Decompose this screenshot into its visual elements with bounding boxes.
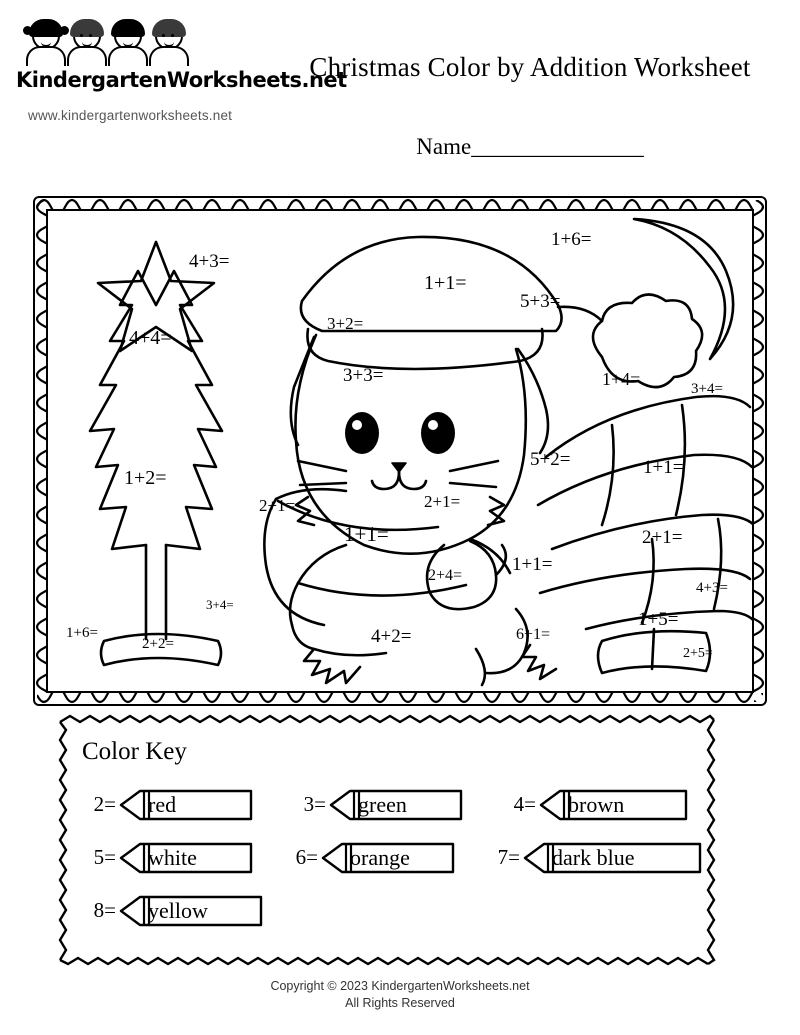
frame-scallop-left	[33, 200, 46, 702]
equation: 4+4=	[129, 327, 172, 349]
logo-child-1-icon	[24, 22, 68, 66]
logo-child-2-icon	[65, 22, 109, 66]
crayon-icon	[320, 840, 455, 876]
color-key-item	[82, 840, 284, 876]
crayon-color-name: dark blue	[552, 844, 635, 870]
equation: 1+1=	[512, 554, 553, 575]
equation: 3+4=	[206, 597, 234, 612]
color-key-number: 3=	[303, 792, 326, 816]
color-key-panel	[56, 714, 718, 968]
equation: 3+3=	[343, 365, 384, 386]
equation: 2+1=	[259, 496, 296, 515]
frame-scallop-right	[754, 200, 767, 702]
color-key-number: 4=	[513, 792, 536, 816]
equation: 1+6=	[66, 625, 98, 641]
color-key-number: 8=	[93, 898, 116, 922]
equation: 5+3=	[520, 291, 561, 312]
logo-children-illustration	[24, 20, 234, 66]
page-footer	[0, 978, 800, 1012]
page-title: Christmas Color by Addition Worksheet	[309, 52, 751, 82]
logo-child-4-icon	[147, 22, 191, 66]
crayon-color-name: brown	[568, 791, 625, 817]
equation: 2+1=	[424, 492, 461, 511]
equation: 4+2=	[371, 626, 412, 647]
logo-website-url: www.kindergartenworksheets.net	[28, 108, 233, 123]
equation: 1+1=	[344, 522, 389, 546]
logo-child-3-icon	[106, 22, 150, 66]
crayon-icon	[328, 787, 463, 823]
equation: 1+4=	[602, 369, 641, 389]
color-key-item	[292, 787, 502, 823]
site-logo	[16, 20, 347, 123]
color-key-number: 6=	[295, 845, 318, 869]
worksheet-picture-frame	[33, 196, 767, 706]
crayon-icon	[522, 840, 702, 876]
crayon-color-name: white	[148, 844, 197, 870]
color-key-item	[486, 840, 702, 876]
equation: 1+6=	[551, 229, 592, 250]
color-key-number: 7=	[497, 845, 520, 869]
crayon-icon	[538, 787, 688, 823]
crayon-color-name: green	[358, 791, 407, 817]
page-header	[0, 0, 800, 159]
crayon-color-name: red	[148, 791, 177, 817]
coloring-illustration	[46, 209, 754, 693]
equation: 3+2=	[327, 314, 364, 333]
frame-scallop-top	[37, 196, 763, 209]
equation: 1+1=	[424, 272, 467, 294]
color-key-title: Color Key	[82, 738, 187, 765]
frame-scallop-bottom	[37, 693, 763, 706]
equation: 2+2=	[142, 636, 174, 652]
equation: 4+3=	[189, 251, 230, 272]
equation: 1+2=	[124, 467, 167, 489]
equation: 5+2=	[530, 449, 571, 470]
equation: 3+4=	[691, 381, 723, 397]
color-key-row	[82, 778, 702, 831]
crayon-color-name: yellow	[148, 897, 208, 923]
equation: 1+1=	[643, 457, 684, 478]
color-key-item	[284, 840, 486, 876]
rights-text: All Rights Reserved	[345, 996, 455, 1010]
equation: 2+5=	[683, 646, 713, 661]
color-key-item	[82, 787, 292, 823]
copyright-text: Copyright © 2023 KindergartenWorksheets.net	[270, 979, 530, 993]
color-key-row	[82, 884, 702, 937]
color-key-item	[82, 893, 292, 929]
logo-wordmark: KindergartenWorksheets.net	[16, 68, 347, 92]
crayon-icon	[118, 787, 253, 823]
equation: 1+5=	[638, 609, 679, 630]
color-key-number: 5=	[93, 845, 116, 869]
color-key-row	[82, 831, 702, 884]
equation: 4+3=	[696, 580, 728, 596]
equation: 2+4=	[428, 567, 463, 584]
name-field-label: Name_______________	[416, 134, 644, 159]
equation: 2+1=	[642, 527, 683, 548]
crayon-icon	[118, 840, 253, 876]
color-key-rows	[82, 778, 702, 937]
crayon-color-name: orange	[350, 844, 410, 870]
color-key-item	[502, 787, 688, 823]
color-key-number: 2=	[93, 792, 116, 816]
crayon-icon	[118, 893, 263, 929]
equation: 6+1=	[516, 626, 551, 643]
